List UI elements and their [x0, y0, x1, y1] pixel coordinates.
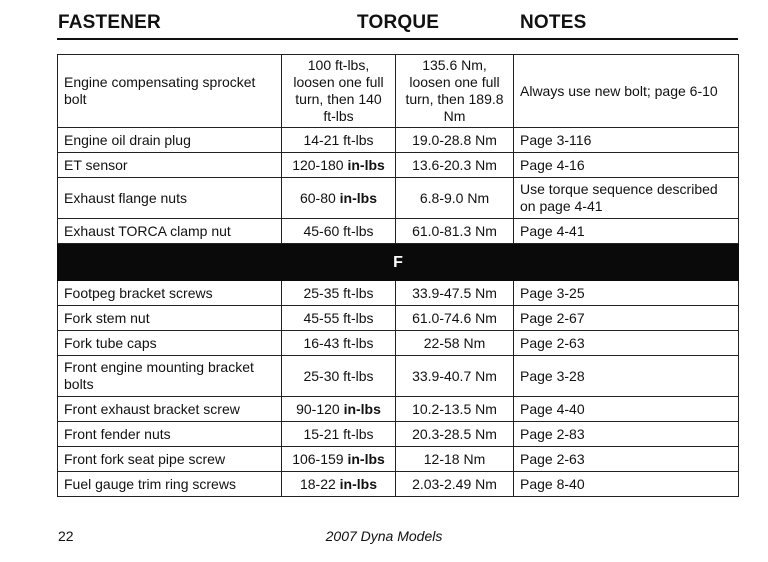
fastener-cell: ET sensor	[58, 153, 282, 178]
torque-us-cell	[282, 397, 396, 422]
torque-unit-bold: in-lbs	[339, 189, 378, 206]
fastener-cell: Footpeg bracket screws	[58, 281, 282, 306]
table-row	[58, 219, 739, 244]
torque-metric-cell: 33.9-40.7 Nm	[396, 356, 514, 397]
footer-title: 2007 Dyna Models	[325, 528, 443, 544]
torque-metric-cell: 61.0-74.6 Nm	[396, 306, 514, 331]
torque-metric-cell: 22-58 Nm	[396, 331, 514, 356]
notes-cell: Page 2-67	[514, 306, 739, 331]
torque-metric-cell: 19.0-28.8 Nm	[396, 128, 514, 153]
torque-us-cell	[282, 153, 396, 178]
notes-cell: Page 8-40	[514, 472, 739, 497]
notes-cell: Page 2-83	[514, 422, 739, 447]
torque-value: 90-120	[296, 400, 340, 417]
table-row	[58, 397, 739, 422]
notes-cell: Page 3-25	[514, 281, 739, 306]
fastener-cell: Engine oil drain plug	[58, 128, 282, 153]
table-row	[58, 331, 739, 356]
torque-us-cell	[282, 178, 396, 219]
torque-us-cell: 14-21 ft-lbs	[282, 128, 396, 153]
torque-table	[57, 54, 739, 497]
table-row	[58, 306, 739, 331]
fastener-cell: Front fork seat pipe screw	[58, 447, 282, 472]
torque-unit-bold: in-lbs	[343, 400, 381, 417]
notes-cell: Page 3-116	[514, 128, 739, 153]
fastener-cell: Exhaust TORCA clamp nut	[58, 219, 282, 244]
torque-metric-cell: 20.3-28.5 Nm	[396, 422, 514, 447]
header-torque: TORQUE	[357, 12, 440, 33]
fastener-cell: Engine compensating sprocket bolt	[58, 55, 282, 128]
fastener-cell: Fork tube caps	[58, 331, 282, 356]
table-row	[58, 356, 739, 397]
torque-us-cell: 100 ft-lbs, loosen one full turn, then 140 ft-lbs	[282, 55, 396, 128]
torque-unit-bold: in-lbs	[347, 450, 385, 467]
table-row	[58, 472, 739, 497]
notes-cell: Page 4-40	[514, 397, 739, 422]
torque-metric-cell: 2.03-2.49 Nm	[396, 472, 514, 497]
notes-cell: Page 2-63	[514, 447, 739, 472]
fastener-cell: Exhaust flange nuts	[58, 178, 282, 219]
header-rule	[57, 38, 738, 40]
fastener-cell: Front exhaust bracket screw	[58, 397, 282, 422]
torque-value: 18-22	[299, 475, 336, 492]
torque-us-cell: 25-30 ft-lbs	[282, 356, 396, 397]
fastener-cell: Fork stem nut	[58, 306, 282, 331]
torque-metric-cell: 6.8-9.0 Nm	[396, 178, 514, 219]
fastener-cell: Front fender nuts	[58, 422, 282, 447]
torque-us-cell: 25-35 ft-lbs	[282, 281, 396, 306]
torque-metric-cell: 10.2-13.5 Nm	[396, 397, 514, 422]
notes-cell: Use torque sequence described on page 4-41	[514, 178, 739, 219]
torque-us-cell: 45-60 ft-lbs	[282, 219, 396, 244]
header-fastener: FASTENER	[58, 12, 161, 33]
torque-us-cell	[282, 472, 396, 497]
fastener-cell: Front engine mounting bracket bolts	[58, 356, 282, 397]
table-row	[58, 422, 739, 447]
table-row	[58, 447, 739, 472]
torque-metric-cell: 61.0-81.3 Nm	[396, 219, 514, 244]
table-row	[58, 281, 739, 306]
section-letter: F	[58, 244, 739, 281]
torque-metric-cell: 135.6 Nm, loosen one full turn, then 189.8 Nm	[396, 55, 514, 128]
table-row	[58, 178, 739, 219]
notes-cell: Page 4-41	[514, 219, 739, 244]
notes-cell: Page 3-28	[514, 356, 739, 397]
torque-us-cell: 15-21 ft-lbs	[282, 422, 396, 447]
torque-us-cell: 45-55 ft-lbs	[282, 306, 396, 331]
table-row	[58, 153, 739, 178]
torque-unit-bold: in-lbs	[347, 156, 385, 173]
torque-us-cell: 16-43 ft-lbs	[282, 331, 396, 356]
torque-us-cell	[282, 447, 396, 472]
torque-value: 60-80	[299, 189, 336, 206]
table-row	[58, 55, 739, 128]
section-divider	[58, 244, 739, 281]
header-notes: NOTES	[520, 12, 587, 33]
page-number: 22	[58, 528, 74, 544]
notes-cell: Page 4-16	[514, 153, 739, 178]
torque-metric-cell: 12-18 Nm	[396, 447, 514, 472]
torque-value: 120-180	[292, 156, 344, 173]
notes-cell: Always use new bolt; page 6-10	[514, 55, 739, 128]
torque-unit-bold: in-lbs	[339, 475, 378, 492]
torque-metric-cell: 33.9-47.5 Nm	[396, 281, 514, 306]
notes-cell: Page 2-63	[514, 331, 739, 356]
torque-metric-cell: 13.6-20.3 Nm	[396, 153, 514, 178]
fastener-cell: Fuel gauge trim ring screws	[58, 472, 282, 497]
torque-value: 106-159	[292, 450, 344, 467]
table-row	[58, 128, 739, 153]
